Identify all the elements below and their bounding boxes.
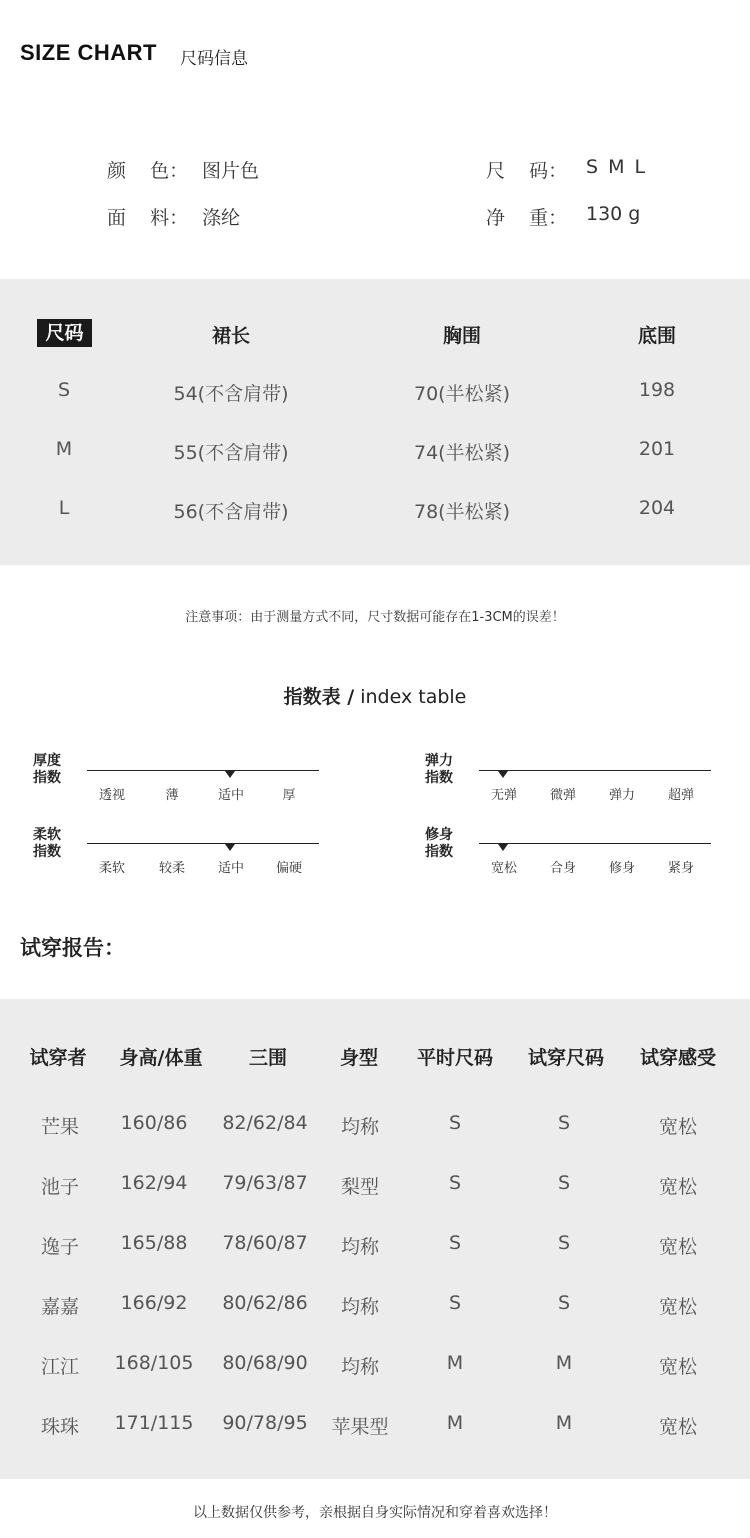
size-table-cell: S: [57, 379, 71, 401]
size-table-cell: 54(不含肩带): [173, 383, 289, 405]
report-cell: 珠珠: [40, 1416, 80, 1438]
material-value: 涤纶: [202, 207, 241, 229]
index-label-bottom: 指数: [33, 844, 61, 860]
report-cell: 宽松: [658, 1416, 698, 1438]
color-value: 图片色: [202, 160, 260, 182]
index-option: 薄: [165, 788, 179, 803]
index-label-top: 修身: [425, 827, 453, 843]
index-label-bottom: 指数: [425, 770, 453, 786]
report-cell: 池子: [40, 1176, 80, 1198]
report-cell: S: [448, 1232, 462, 1254]
size-table-header-hem: 底围: [637, 325, 677, 347]
report-header-tester: 试穿者: [29, 1047, 87, 1069]
index-label: [425, 827, 465, 861]
index-option: 适中: [217, 861, 245, 876]
report-cell: 苹果型: [331, 1416, 389, 1438]
report-cell: S: [448, 1112, 462, 1134]
index-option: 柔软: [98, 861, 126, 876]
index-marker-icon: [498, 844, 508, 851]
index-option: 较柔: [158, 861, 186, 876]
size-value: S M L: [586, 156, 648, 178]
index-label-bottom: 指数: [33, 770, 61, 786]
index-title-cn: 指数表 /: [283, 686, 355, 708]
index-marker-icon: [225, 844, 235, 851]
size-table-cell: M: [55, 438, 73, 460]
index-option: 微弹: [549, 788, 577, 803]
size-label: 尺 码：: [486, 160, 568, 182]
size-table-cell: 198: [638, 379, 676, 401]
index-option: 宽松: [490, 861, 518, 876]
size-table-header-length: 裙长: [211, 325, 251, 347]
report-header-measurements: 三围: [248, 1047, 288, 1069]
material-label: 面 料：: [107, 207, 189, 229]
size-table-panel: [0, 279, 750, 565]
report-header-height-weight: 身高/体重: [119, 1047, 203, 1069]
index-option: 适中: [217, 788, 245, 803]
index-option: 无弹: [490, 788, 518, 803]
report-cell: 宽松: [658, 1176, 698, 1198]
index-label-top: 厚度: [33, 753, 61, 769]
report-header-feeling: 试穿感受: [639, 1047, 717, 1069]
index-option: 修身: [608, 861, 636, 876]
try-on-table-panel: [0, 999, 750, 1479]
report-cell: 均称: [340, 1296, 380, 1318]
index-scale-line: [87, 770, 319, 771]
index-label: [33, 753, 73, 787]
index-label-top: 弹力: [425, 753, 453, 769]
size-table-cell: 56(不含肩带): [173, 501, 289, 523]
report-cell: 均称: [340, 1356, 380, 1378]
index-option: 合身: [549, 861, 577, 876]
size-table-cell: 70(半松紧): [413, 383, 511, 405]
report-cell: S: [557, 1232, 571, 1254]
report-cell: 162/94: [120, 1172, 188, 1194]
report-cell: 宽松: [658, 1296, 698, 1318]
report-cell: 168/105: [114, 1352, 194, 1374]
index-scale-line: [87, 843, 319, 844]
index-option: 厚: [282, 788, 296, 803]
measurement-note: 注意事项：由于测量方式不同，尺寸数据可能存在1-3CM的误差！: [185, 610, 565, 625]
size-table-header-size: 尺码: [37, 319, 92, 347]
index-option: 弹力: [608, 788, 636, 803]
report-cell: 78/60/87: [222, 1232, 308, 1254]
size-table-cell: 55(不含肩带): [173, 442, 289, 464]
report-cell: 芒果: [40, 1116, 80, 1138]
size-chart-title: SIZE CHART: [20, 40, 157, 65]
index-label-bottom: 指数: [425, 844, 453, 860]
report-cell: 宽松: [658, 1356, 698, 1378]
index-marker-icon: [498, 771, 508, 778]
report-cell: M: [446, 1352, 464, 1374]
size-table-cell: 74(半松紧): [413, 442, 511, 464]
report-header-body-type: 身型: [339, 1047, 379, 1069]
report-cell: 均称: [340, 1116, 380, 1138]
report-header-usual-size: 平时尺码: [416, 1047, 494, 1069]
size-table-cell: 78(半松紧): [413, 501, 511, 523]
size-table-cell: L: [58, 497, 70, 519]
index-title-en: index table: [360, 686, 467, 708]
index-table-title: [0, 682, 750, 709]
index-marker-icon: [225, 771, 235, 778]
try-on-report-title: 试穿报告：: [20, 936, 125, 960]
report-cell: 均称: [340, 1236, 380, 1258]
report-cell: 90/78/95: [222, 1412, 308, 1434]
report-cell: M: [555, 1412, 573, 1434]
footer-note: 以上数据仅供参考，亲根据自身实际情况和穿着喜欢选择！: [193, 1505, 557, 1521]
report-cell: 嘉嘉: [40, 1296, 80, 1318]
color-label: 颜 色：: [107, 160, 189, 182]
report-cell: 160/86: [120, 1112, 188, 1134]
report-cell: 宽松: [658, 1236, 698, 1258]
report-cell: 166/92: [120, 1292, 188, 1314]
report-cell: 80/68/90: [222, 1352, 308, 1374]
report-cell: S: [448, 1292, 462, 1314]
report-cell: S: [557, 1112, 571, 1134]
report-cell: S: [448, 1172, 462, 1194]
report-cell: M: [446, 1412, 464, 1434]
report-cell: 逸子: [40, 1236, 80, 1258]
report-header-tried-size: 试穿尺码: [527, 1047, 605, 1069]
size-table-cell: 201: [638, 438, 676, 460]
size-table-cell: 204: [638, 497, 676, 519]
report-cell: 宽松: [658, 1116, 698, 1138]
report-cell: 80/62/86: [222, 1292, 308, 1314]
index-option: 偏硬: [275, 861, 303, 876]
index-label: [425, 753, 465, 787]
index-label: [33, 827, 73, 861]
weight-value: 130 g: [586, 203, 641, 225]
report-cell: 165/88: [120, 1232, 188, 1254]
index-option: 超弹: [667, 788, 695, 803]
index-option: 透视: [98, 788, 126, 803]
index-label-top: 柔软: [33, 827, 61, 843]
report-cell: 82/62/84: [222, 1112, 308, 1134]
report-cell: S: [557, 1172, 571, 1194]
report-cell: 79/63/87: [222, 1172, 308, 1194]
report-cell: 江江: [40, 1356, 80, 1378]
index-scale-line: [479, 770, 711, 771]
weight-label: 净 重：: [486, 207, 568, 229]
report-cell: 171/115: [114, 1412, 194, 1434]
report-cell: M: [555, 1352, 573, 1374]
index-scale-line: [479, 843, 711, 844]
size-chart-subtitle: 尺码信息: [180, 49, 248, 69]
report-cell: 梨型: [340, 1176, 380, 1198]
report-cell: S: [557, 1292, 571, 1314]
size-table-header-bust: 胸围: [442, 325, 482, 347]
index-option: 紧身: [667, 861, 695, 876]
